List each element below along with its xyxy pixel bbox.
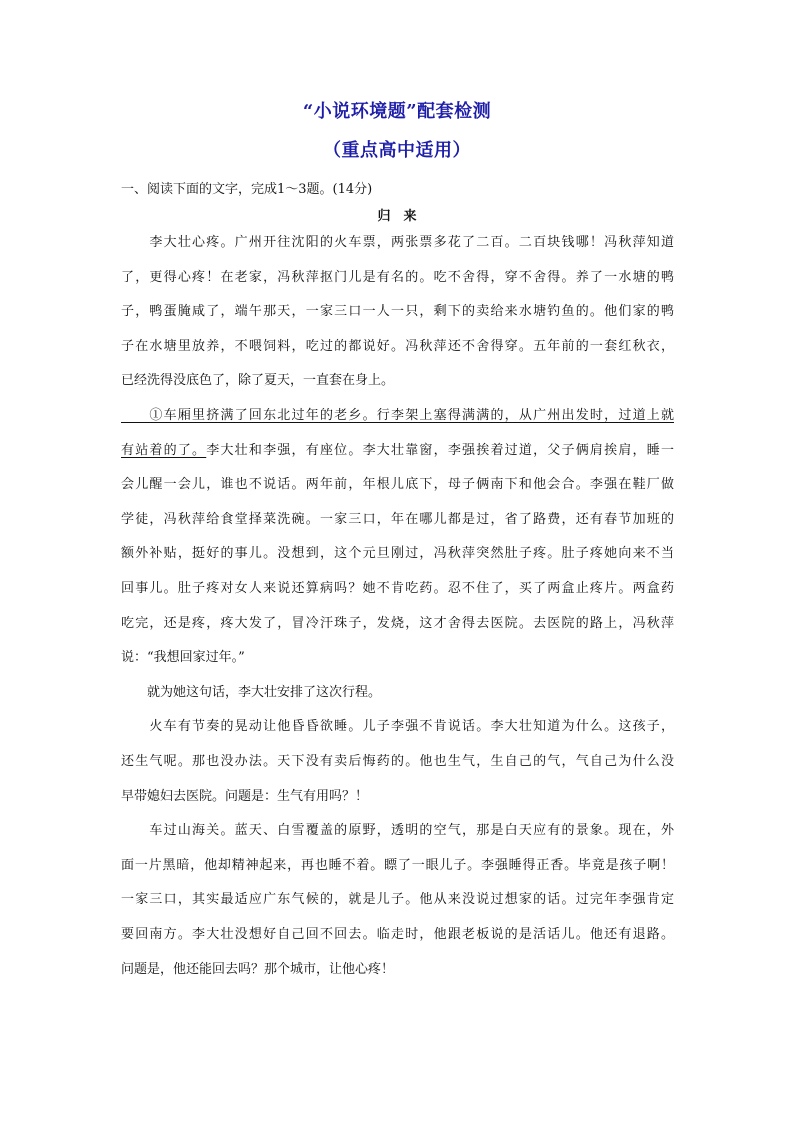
text-line [121, 268, 674, 288]
text-segment: 一家三口，其实最适应广东气候的，就是儿子。他从来没说过想家的话。过完年李强肯定 [121, 892, 674, 908]
text-segment: 回事儿。肚子疼对女人来说还算病吗？她不肯吃药。忍不住了，买了两盒止疼片。两盒药 [121, 581, 674, 596]
text-line [121, 821, 674, 841]
text-line [121, 406, 674, 426]
text-line [121, 925, 674, 945]
text-segment: 说：“我想回家过年。” [121, 650, 245, 666]
text-segment: 了，更得心疼！在老家，冯秋萍抠门儿是有名的。吃不舍得，穿不舍得。养了一水塘的鸭 [121, 269, 674, 285]
text-line [121, 614, 674, 634]
text-line [121, 960, 674, 980]
text-line [121, 475, 674, 495]
text-segment: 早带媳妇去医院。问题是：生气有用吗？！ [121, 788, 369, 804]
document-title: “小说环境题”配套检测 [302, 101, 492, 122]
text-line [121, 302, 674, 322]
text-line [121, 717, 674, 737]
text-segment: 就为她这句话，李大壮安排了这次行程。 [121, 684, 382, 700]
text-segment: 已经洗得没底色了，除了夏天，一直套在身上。 [121, 373, 395, 389]
text-line [121, 787, 674, 807]
text-segment: 会儿醒一会儿，谁也不说话。两年前，年根儿底下，母子俩南下和他会合。李强在鞋厂做 [121, 477, 674, 493]
question-instruction: 一、阅读下面的文字，完成1～3题。(14分) [121, 182, 373, 197]
text-line [121, 579, 674, 599]
text-line [121, 441, 674, 461]
underlined-text: 有站着的了。 [121, 442, 207, 458]
text-segment: 要回南方。李大壮没想好自己回不回去。临走时，他跟老板说的是活话儿。他还有退路。 [121, 927, 674, 942]
text-line [121, 337, 674, 357]
text-segment: 子在水塘里放养，不喂饲料，吃过的都说好。冯秋萍还不舍得穿。五年前的一套红秋衣， [121, 338, 674, 354]
text-segment: 问题是，他还能回去吗？那个城市，让他心疼！ [121, 961, 395, 977]
document-subtitle: （重点高中适用） [323, 140, 471, 161]
text-segment: 学徒，冯秋萍给食堂择菜洗碗。一家三口，年在哪儿都是过，省了路费，还有春节加班的 [121, 511, 674, 527]
text-segment: 面一片黑暗，他却精神起来，再也睡不着。瞟了一眼儿子。李强睡得正香。毕竟是孩子啊！ [121, 857, 674, 873]
text-segment: 李大壮心疼。广州开往沈阳的火车票，两张票多花了二百。二百块钱哪！冯秋萍知道 [121, 235, 674, 250]
text-segment: 李大壮和李强，有座位。李大壮靠窗，李强挨着过道，父子俩肩挨肩，睡一 [206, 442, 674, 458]
text-segment: 车过山海关。蓝天、白雪覆盖的原野，透明的空气，那是白天应有的景象。现在，外 [121, 823, 674, 839]
text-line [121, 752, 674, 772]
text-line [121, 510, 674, 530]
text-line [121, 648, 674, 668]
story-title: 归 来 [377, 209, 417, 224]
text-segment: 子，鸭蛋腌咸了，端午那天，一家三口一人一只，剩下的卖给来水塘钓鱼的。他们家的鸭 [121, 304, 674, 320]
text-segment: 吃完，还是疼，疼大发了，冒冷汗珠子，发烧，这才舍得去医院。去医院的路上，冯秋萍 [121, 615, 674, 631]
underlined-text: ①车厢里挤满了回东北过年的老乡。行李架上塞得满满的，从广州出发时，过道上就 [121, 408, 674, 423]
text-line [121, 683, 674, 703]
text-line [121, 371, 674, 391]
text-segment: 还生气呢。那也没办法。天下没有卖后悔药的。他也生气，生自己的气，气自己为什么没 [121, 754, 674, 769]
text-line [121, 544, 674, 564]
text-line [121, 856, 674, 876]
text-line [121, 233, 674, 253]
text-segment: 额外补贴，挺好的事儿。没想到，这个元旦刚过，冯秋萍突然肚子疼。肚子疼她向来不当 [121, 546, 674, 562]
text-line [121, 890, 674, 910]
text-segment: 火车有节奏的晃动让他昏昏欲睡。儿子李强不肯说话。李大壮知道为什么。这孩子， [121, 719, 674, 735]
